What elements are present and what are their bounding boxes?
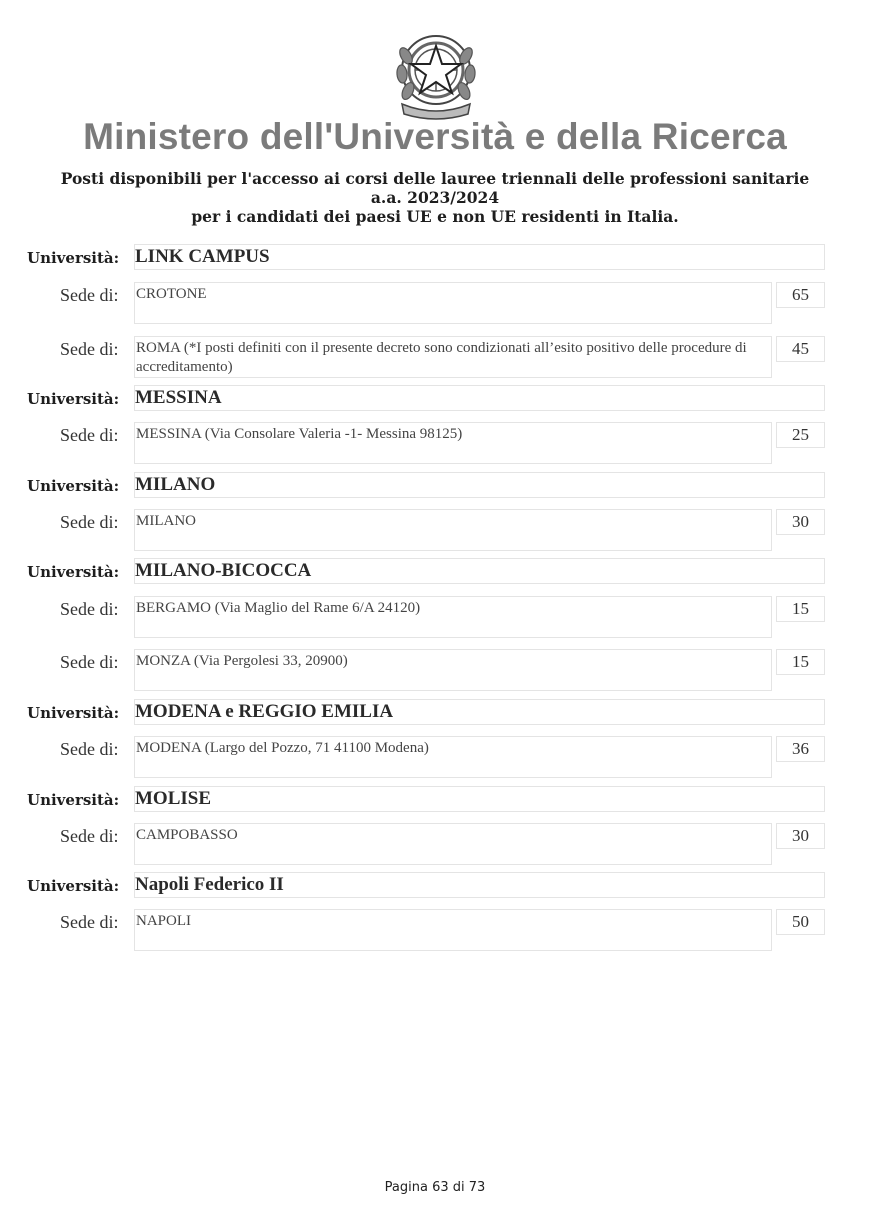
sede-label: Sede di: xyxy=(60,652,119,672)
posti-count: 30 xyxy=(776,509,825,535)
university-name: MODENA e REGGIO EMILIA xyxy=(135,701,394,722)
sede-name: ROMA (*I posti definiti con il presente decreto sono condizionati all’esito positivo delle procedure di accreditamento) xyxy=(136,340,747,375)
university-label: Università: xyxy=(27,563,120,581)
university-name: MOLISE xyxy=(135,788,212,809)
university-box xyxy=(134,786,825,812)
ministry-title: Ministero dell'Università e della Ricerca xyxy=(83,116,787,157)
university-name: Napoli Federico II xyxy=(135,874,284,895)
sede-label: Sede di: xyxy=(60,739,119,759)
page-number: Pagina 63 di 73 xyxy=(384,1180,486,1195)
university-name: LINK CAMPUS xyxy=(135,246,270,267)
posti-count: 50 xyxy=(776,909,825,935)
sede-name: MONZA (Via Pergolesi 33, 20900) xyxy=(136,653,348,669)
sede-name: CROTONE xyxy=(136,286,207,302)
university-name: MILANO xyxy=(135,474,216,495)
posti-count: 36 xyxy=(776,736,825,762)
university-name: MILANO-BICOCCA xyxy=(135,560,312,581)
sede-label: Sede di: xyxy=(60,285,119,305)
posti-count: 15 xyxy=(776,596,825,622)
sede-name: CAMPOBASSO xyxy=(136,827,238,843)
university-label: Università: xyxy=(27,791,120,809)
posti-count: 15 xyxy=(776,649,825,675)
posti-count: 30 xyxy=(776,823,825,849)
university-label: Università: xyxy=(27,877,120,895)
sede-label: Sede di: xyxy=(60,339,119,359)
university-label: Università: xyxy=(27,390,120,408)
university-label: Università: xyxy=(27,477,120,495)
sede-name: MODENA (Largo del Pozzo, 71 41100 Modena) xyxy=(136,740,429,756)
university-box xyxy=(134,472,825,498)
sede-name: NAPOLI xyxy=(136,913,191,929)
university-name: MESSINA xyxy=(135,387,222,408)
posti-count: 25 xyxy=(776,422,825,448)
subtitle-line-3: per i candidati dei paesi UE e non UE residenti in Italia. xyxy=(191,207,679,226)
subtitle-line-1: Posti disponibili per l'accesso ai corsi delle lauree triennali delle professioni sanitarie xyxy=(60,169,810,188)
document-subtitle xyxy=(0,169,870,226)
posti-count: 45 xyxy=(776,336,825,362)
sede-label: Sede di: xyxy=(60,512,119,532)
sede-label: Sede di: xyxy=(60,912,119,932)
university-box xyxy=(134,385,825,411)
university-label: Università: xyxy=(27,249,120,267)
sede-label: Sede di: xyxy=(60,425,119,445)
posti-count: 65 xyxy=(776,282,825,308)
republic-emblem-icon xyxy=(392,26,480,120)
subtitle-line-2: a.a. 2023/2024 xyxy=(370,188,500,207)
sede-name: BERGAMO (Via Maglio del Rame 6/A 24120) xyxy=(136,600,421,616)
sede-name: MESSINA (Via Consolare Valeria -1- Messina 98125) xyxy=(136,426,463,442)
sede-name: MILANO xyxy=(136,513,196,529)
sede-label: Sede di: xyxy=(60,599,119,619)
university-label: Università: xyxy=(27,704,120,722)
sede-label: Sede di: xyxy=(60,826,119,846)
